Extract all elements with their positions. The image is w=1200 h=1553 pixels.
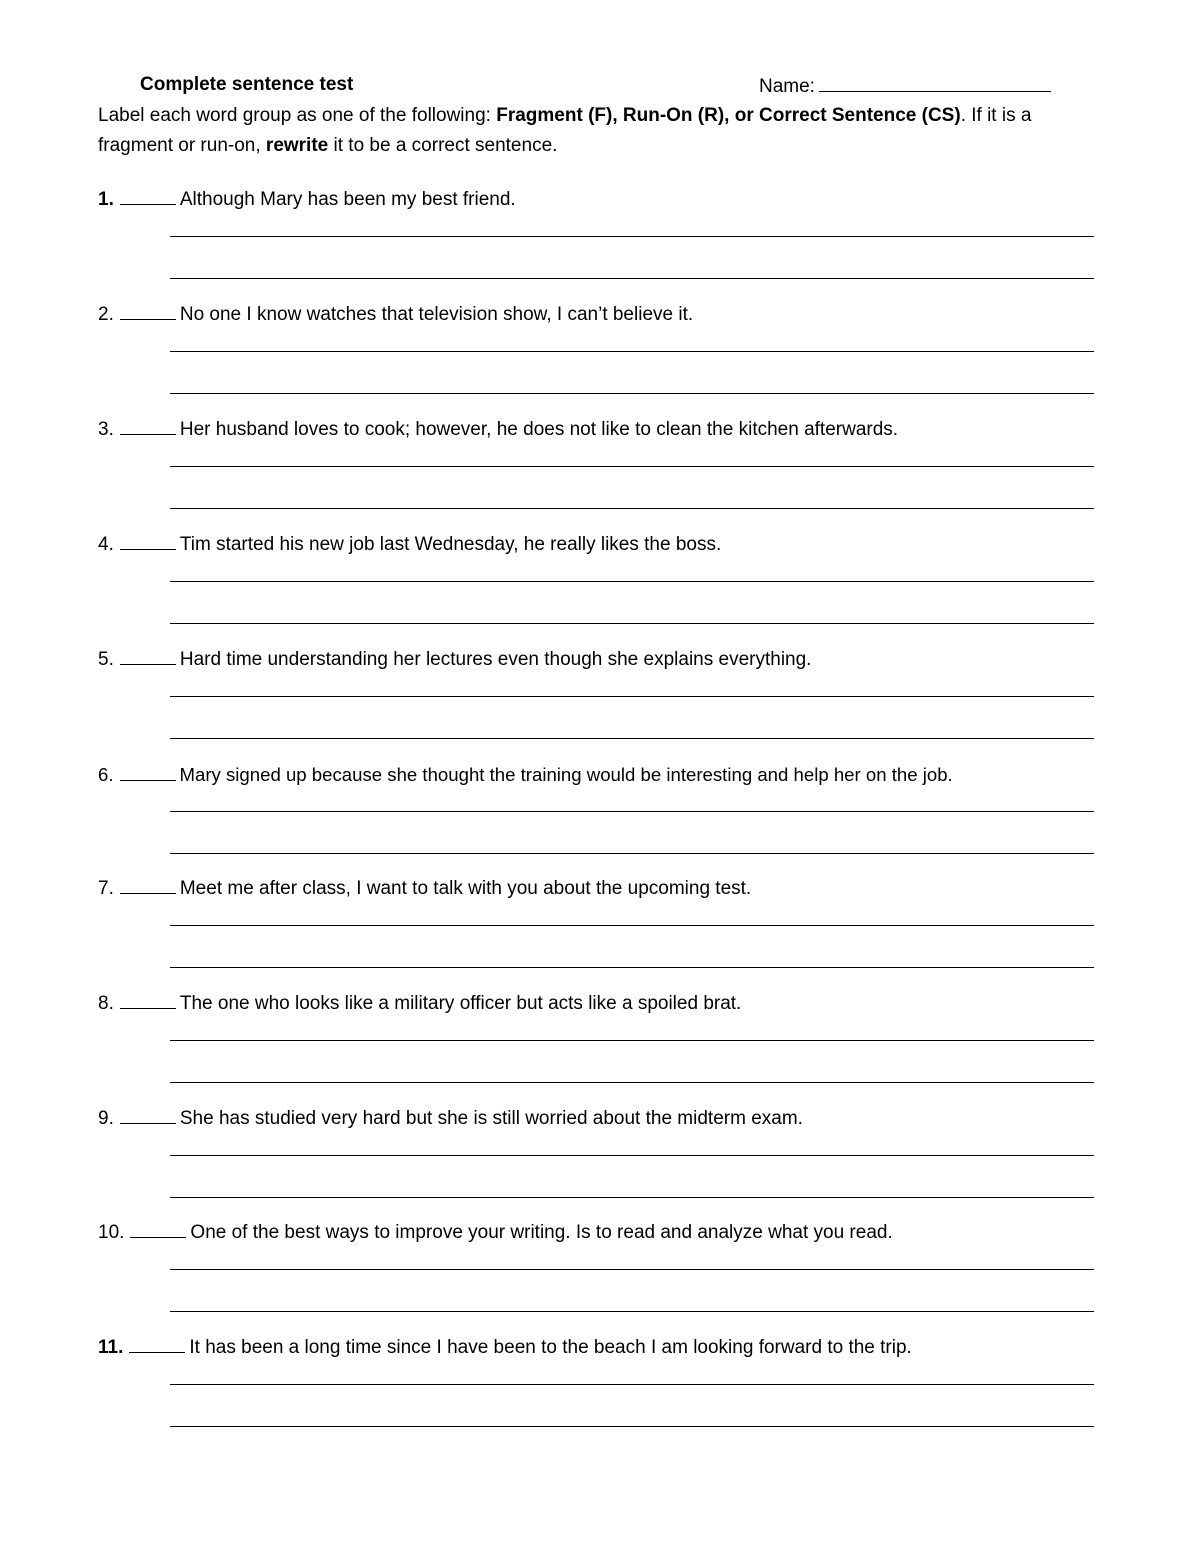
answer-line[interactable]	[170, 853, 1094, 854]
question-number: 9.	[98, 1108, 114, 1129]
name-blank[interactable]	[819, 74, 1051, 92]
question-text: Meet me after class, I want to talk with you about the upcoming test.	[179, 878, 752, 899]
answer-line[interactable]	[170, 1040, 1094, 1041]
answer-line[interactable]	[170, 1155, 1094, 1156]
question-number: 5.	[98, 649, 114, 670]
question-text: Tim started his new job last Wednesday, he really likes the boss.	[179, 534, 722, 555]
question-item	[98, 1219, 1098, 1247]
answer-line[interactable]	[170, 1311, 1094, 1312]
question-text: It has been a long time since I have been to the beach I am looking forward to the trip.	[189, 1337, 912, 1358]
instructions-part2: . If it is a fragment or run-on,	[98, 105, 1032, 156]
instructions-part1: Label each word group as one of the following:	[98, 105, 497, 126]
answer-line[interactable]	[170, 1384, 1094, 1385]
question-number: 7.	[98, 878, 114, 899]
name-field[interactable]	[759, 74, 1051, 98]
question-text: Mary signed up because she thought the training would be interesting and help her on the job.	[179, 764, 953, 785]
question-item	[98, 531, 1098, 559]
question-item	[98, 416, 1098, 444]
label-blank[interactable]	[130, 1221, 186, 1238]
page-title: Complete sentence test	[140, 74, 354, 95]
instructions-rewrite: rewrite	[265, 135, 329, 156]
answer-line[interactable]	[170, 623, 1094, 624]
question-item	[98, 990, 1098, 1018]
answer-line[interactable]	[170, 466, 1094, 467]
question-number: 3.	[98, 419, 114, 440]
answer-line[interactable]	[170, 508, 1094, 509]
instructions-options: Fragment (F), Run-On (R), or Correct Sentence (CS)	[496, 105, 961, 126]
answer-line[interactable]	[170, 278, 1094, 279]
question-item	[98, 1105, 1098, 1133]
question-number: 8.	[98, 993, 114, 1014]
question-number: 1.	[98, 189, 114, 210]
question-item	[98, 761, 1098, 789]
answer-line[interactable]	[170, 738, 1094, 739]
question-number: 2.	[98, 304, 114, 325]
header	[140, 74, 1100, 100]
answer-line[interactable]	[170, 1269, 1094, 1270]
answer-line[interactable]	[170, 925, 1094, 926]
instructions	[98, 101, 1096, 161]
question-item	[98, 875, 1098, 903]
label-blank[interactable]	[120, 992, 176, 1009]
answer-line[interactable]	[170, 351, 1094, 352]
question-number: 11.	[98, 1337, 124, 1358]
answer-line[interactable]	[170, 581, 1094, 582]
label-blank[interactable]	[120, 877, 176, 894]
answer-line[interactable]	[170, 1082, 1094, 1083]
answer-line[interactable]	[170, 1197, 1094, 1198]
answer-line[interactable]	[170, 967, 1094, 968]
question-text: Hard time understanding her lectures even though she explains everything.	[179, 649, 812, 670]
instructions-part3: it to be a correct sentence.	[328, 135, 558, 156]
question-item	[98, 646, 1098, 674]
answer-line[interactable]	[170, 393, 1094, 394]
label-blank[interactable]	[120, 188, 176, 205]
question-number: 10.	[98, 1222, 125, 1243]
question-text: Although Mary has been my best friend.	[179, 189, 516, 210]
question-text: Her husband loves to cook; however, he does not like to clean the kitchen afterwards.	[179, 419, 899, 440]
question-text: One of the best ways to improve your writing. Is to read and analyze what you read.	[190, 1222, 893, 1243]
answer-line[interactable]	[170, 811, 1094, 812]
question-text: The one who looks like a military officer but acts like a spoiled brat.	[179, 993, 742, 1014]
name-label: Name:	[759, 76, 815, 97]
question-item	[98, 301, 1098, 329]
question-text: She has studied very hard but she is still worried about the midterm exam.	[179, 1108, 803, 1129]
question-item	[98, 186, 1098, 214]
label-blank[interactable]	[120, 418, 176, 435]
label-blank[interactable]	[129, 1336, 185, 1353]
question-number: 4.	[98, 534, 114, 555]
question-text: No one I know watches that television show, I can’t believe it.	[179, 304, 694, 325]
label-blank[interactable]	[120, 764, 176, 781]
label-blank[interactable]	[120, 303, 176, 320]
question-item	[98, 1334, 1098, 1362]
answer-line[interactable]	[170, 1426, 1094, 1427]
answer-line[interactable]	[170, 236, 1094, 237]
label-blank[interactable]	[120, 1107, 176, 1124]
label-blank[interactable]	[120, 648, 176, 665]
label-blank[interactable]	[120, 533, 176, 550]
question-number: 6.	[98, 764, 114, 785]
answer-line[interactable]	[170, 696, 1094, 697]
